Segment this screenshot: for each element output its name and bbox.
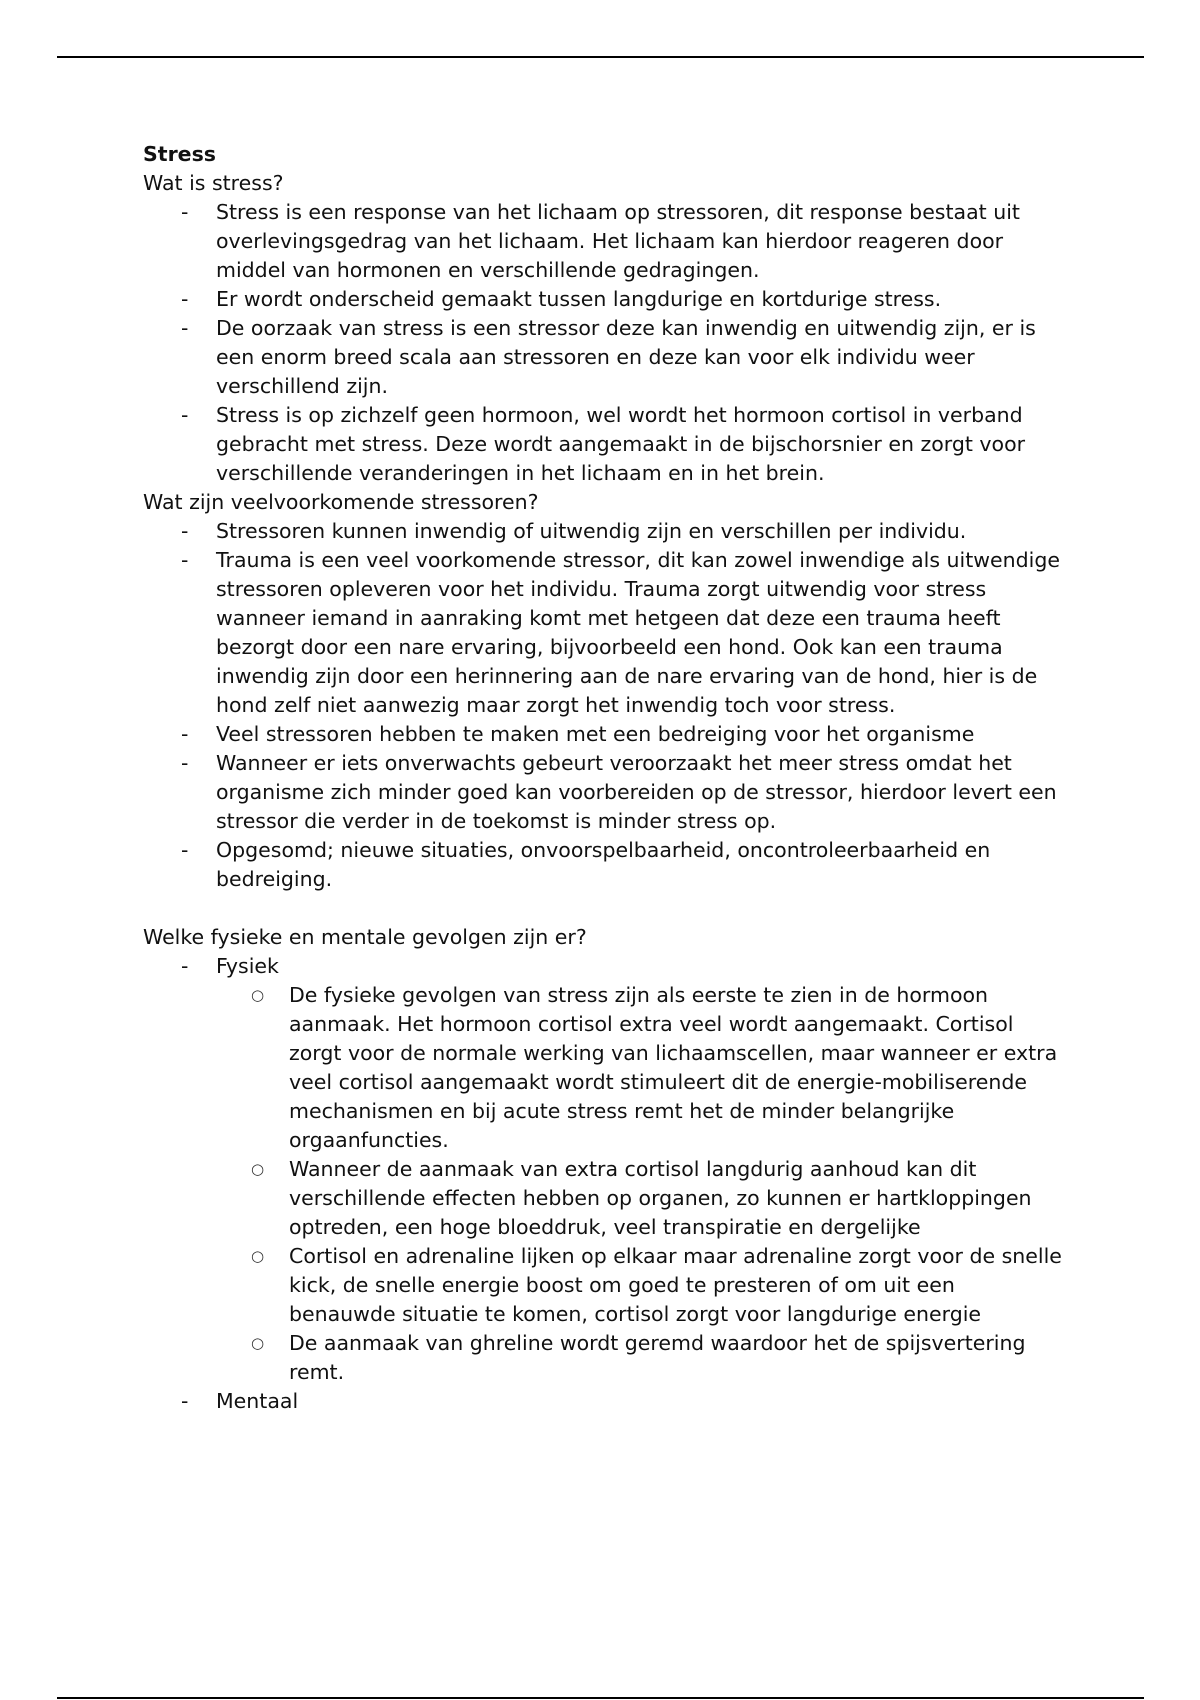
dash-bullet: - xyxy=(181,1389,189,1413)
list-item-text: Veel stressoren hebben te maken met een bedreiging voor het organisme xyxy=(216,722,975,746)
section-question: Welke fysieke en mentale gevolgen zijn er? xyxy=(143,925,587,949)
list-item xyxy=(143,517,1063,546)
group-label: Fysiek xyxy=(216,954,279,978)
dash-bullet: - xyxy=(181,751,189,775)
sub-list-item-text: Wanneer de aanmaak van extra cortisol langdurig aanhoud kan dit verschillende effecten hebben op organen, zo kunnen er hartkloppingen optreden, een hoge bloeddruk, veel transpiratie en dergelijke xyxy=(289,1157,1032,1239)
group-label: Mentaal xyxy=(216,1389,299,1413)
bullet-list xyxy=(143,952,1063,1416)
section-question: Wat is stress? xyxy=(143,171,284,195)
dash-bullet: - xyxy=(181,519,189,543)
dash-bullet: - xyxy=(181,287,189,311)
dash-bullet: - xyxy=(181,722,189,746)
list-item-fysiek xyxy=(143,952,1063,1387)
list-item-text: Trauma is een veel voorkomende stressor, dit kan zowel inwendige als uitwendige stressoren opleveren voor het individu. Trauma zorgt uitwendig voor stress wanneer iemand in aanraking komt met hetgeen dat deze een trauma heeft bezorgt door een nare ervaring, bijvoorbeeld een hond. Ook kan een trauma inwendig zijn door een herinnering aan de nare ervaring van de hond, hier is de hond zelf niet aanwezig maar zorgt het inwendig toch voor stress. xyxy=(216,548,1060,717)
sub-list-item xyxy=(216,981,1063,1155)
list-item-text: Opgesomd; nieuwe situaties, onvoorspelbaarheid, oncontroleerbaarheid en bedreiging. xyxy=(216,838,991,891)
dash-bullet: - xyxy=(181,200,189,224)
list-item-text: Stress is een response van het lichaam op stressoren, dit response bestaat uit overlevingsgedrag van het lichaam. Het lichaam kan hierdoor reageren door middel van hormonen en verschillende gedragingen. xyxy=(216,200,1020,282)
document-body xyxy=(143,140,1063,1416)
sub-list-item-text: De fysieke gevolgen van stress zijn als eerste te zien in de hormoon aanmaak. Het hormoon cortisol extra veel wordt aangemaakt. Cortisol zorgt voor de normale werking van lichaamscellen, maar wanneer er extra veel cortisol aangemaakt wordt stimuleert dit de energie-mobiliserende mechanismen en bij acute stress remt het de minder belangrijke orgaanfuncties. xyxy=(289,983,1058,1152)
list-item-text: Stress is op zichzelf geen hormoon, wel wordt het hormoon cortisol in verband gebracht met stress. Deze wordt aangemaakt in de bijschorsnier en zorgt voor verschillende veranderingen in het lichaam en in het brein. xyxy=(216,403,1026,485)
list-item xyxy=(143,314,1063,401)
list-item xyxy=(143,546,1063,720)
dash-bullet: - xyxy=(181,548,189,572)
list-item-mentaal xyxy=(143,1387,1063,1416)
list-item xyxy=(143,836,1063,894)
circle-bullet-icon: ○ xyxy=(251,1160,265,1178)
list-item xyxy=(143,285,1063,314)
list-item xyxy=(143,749,1063,836)
sub-list-item xyxy=(216,1155,1063,1242)
blank-line xyxy=(143,894,1063,923)
sub-list-item-text: Cortisol en adrenaline lijken op elkaar maar adrenaline zorgt voor de snelle kick, de snelle energie boost om goed te presteren of om uit een benauwde situatie te komen, cortisol zorgt voor langdurige energie xyxy=(289,1244,1062,1326)
circle-bullet-icon: ○ xyxy=(251,1334,265,1352)
list-item xyxy=(143,720,1063,749)
dash-bullet: - xyxy=(181,954,189,978)
circle-bullet-icon: ○ xyxy=(251,1247,265,1265)
dash-bullet: - xyxy=(181,403,189,427)
bullet-list xyxy=(143,517,1063,894)
circle-bullet-icon: ○ xyxy=(251,986,265,1004)
sub-list-item xyxy=(216,1242,1063,1329)
list-item xyxy=(143,401,1063,488)
sub-list-item xyxy=(216,1329,1063,1387)
dash-bullet: - xyxy=(181,316,189,340)
document-title: Stress xyxy=(143,142,216,166)
list-item xyxy=(143,198,1063,285)
footer-rule xyxy=(57,1697,1144,1699)
dash-bullet: - xyxy=(181,838,189,862)
section-question: Wat zijn veelvoorkomende stressoren? xyxy=(143,490,539,514)
bullet-list xyxy=(143,198,1063,488)
list-item-text: Er wordt onderscheid gemaakt tussen langdurige en kortdurige stress. xyxy=(216,287,942,311)
list-item-text: De oorzaak van stress is een stressor deze kan inwendig en uitwendig zijn, er is een enorm breed scala aan stressoren en deze kan voor elk individu weer verschillend zijn. xyxy=(216,316,1036,398)
sub-bullet-list xyxy=(216,981,1063,1387)
header-rule xyxy=(57,56,1144,58)
list-item-text: Stressoren kunnen inwendig of uitwendig zijn en verschillen per individu. xyxy=(216,519,967,543)
sub-list-item-text: De aanmaak van ghreline wordt geremd waardoor het de spijsvertering remt. xyxy=(289,1331,1026,1384)
list-item-text: Wanneer er iets onverwachts gebeurt veroorzaakt het meer stress omdat het organisme zich minder goed kan voorbereiden op de stressor, hierdoor levert een stressor die verder in de toekomst is minder stress op. xyxy=(216,751,1057,833)
